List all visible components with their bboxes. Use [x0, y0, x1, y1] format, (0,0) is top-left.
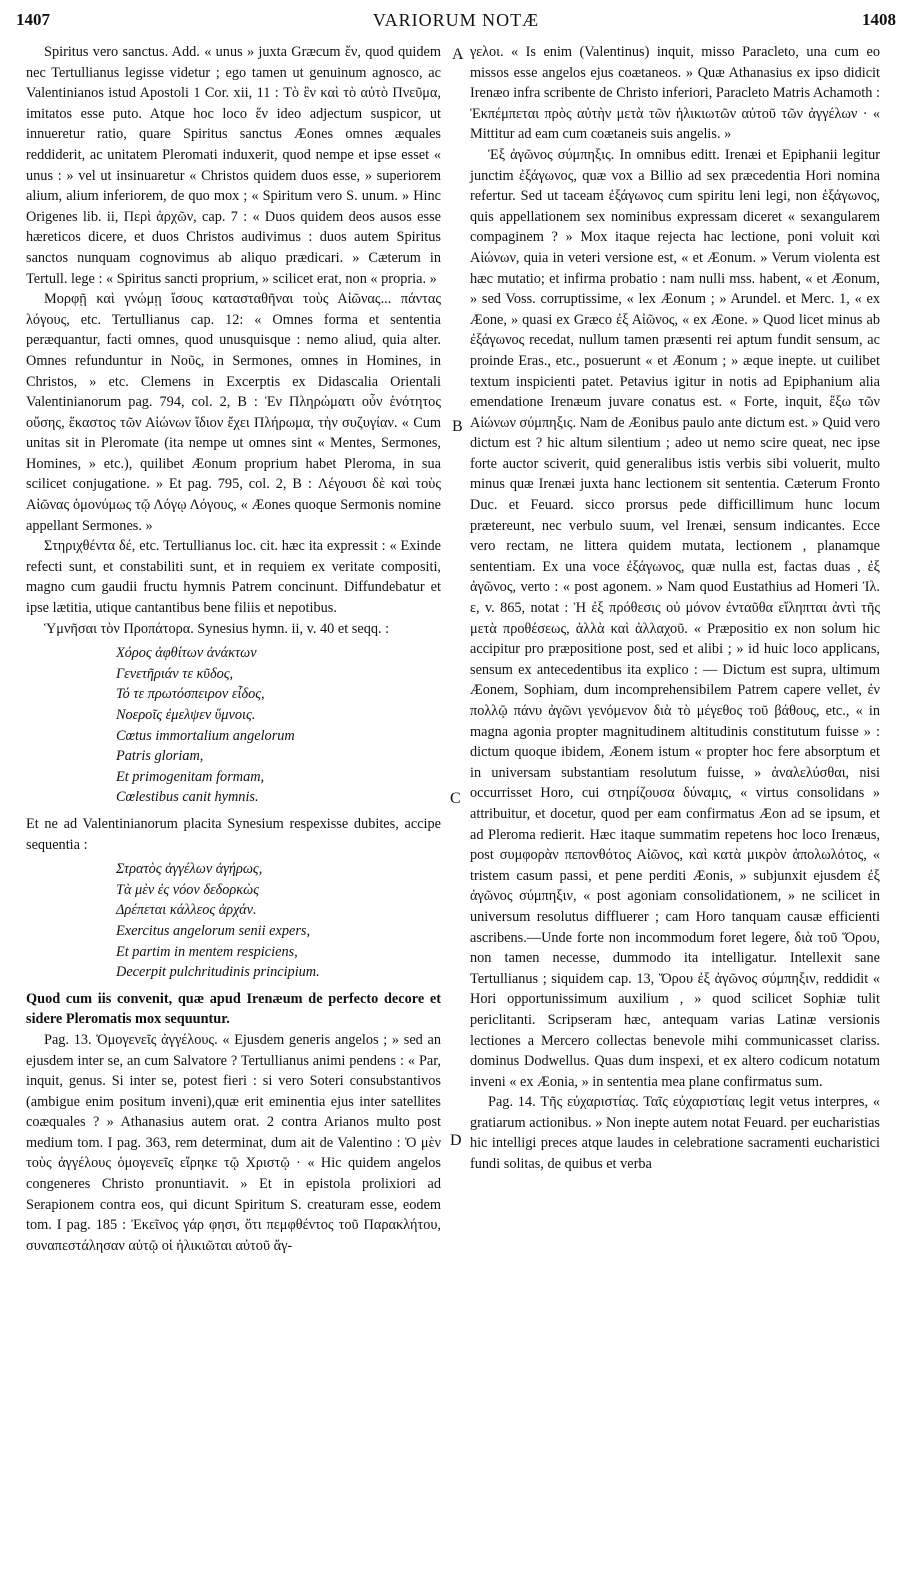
note-paragraph: Στηριχθέντα δέ, etc. Tertullianus loc. cit. hæc ita expressit : « Exinde refecti sunt, et constabiliti sunt, et in requiem ex veritate compositi, magno cum gaudii fructu hymnis Patrem concinunt. Diffundebatur et ipse lætitia, utique cantantibus bene filiis et nepotibus.	[26, 538, 441, 617]
running-title: VARIORUM NOTÆ	[372, 10, 540, 30]
note-paragraph: γελοι. « Is enim (Valentinus) inquit, misso Paracleto, una cum eo missos esse angelos ejus coætaneos. » Quæ Athanasius ex ipso didicit Irenæo infra scribente de Christo inferiori, Paracleto Matris Achamoth : Ἐκπέμπεται πρὸς αὐτὴν μετὰ τῶν ἡλικιωτῶν αὐτοῦ τῶν ἀγγέλων · « Mittitur ad eam cum coætaneis suis angelis. »	[470, 44, 880, 143]
left-column	[26, 42, 441, 1256]
verse-block	[116, 643, 441, 808]
margin-letter-d: D	[450, 1132, 462, 1149]
verse-line: Χόρος ἀφθίτων ἀνάκτων	[116, 645, 257, 662]
margin-letter-c: C	[450, 790, 461, 807]
verse-line: Exercitus angelorum senii expers,	[116, 922, 311, 939]
note-paragraph: Pag. 14. Τῆς εὐχαριστίας. Ταῖς εὐχαριστίαις legit vetus interpres, « gratiarum actionibus. » Non inepte autem notat Feuard. per eucharistias hic intelligi preces atque laudes in celebratione sacramenti eucharistici fundi solitas, de quibus et verba	[470, 1094, 880, 1173]
note-paragraph: Spiritus vero sanctus. Add. « unus » juxta Græcum ἕν, quod quidem nec Tertullianus legisse videtur ; ego tamen ut genuinum agnosco, ac Valentinianos istud Apostoli 1 Cor. xii, 11 : Τὸ ἓν καὶ τὸ αὐτὸ Πνεῦμα, imitatos esse puto. Atque hoc loco ἕν ideo adjectum suspicor, ut innueretur ratio, quare Spiritus sanctus Æones omnes æquales reddiderit, ac unitatem Pleromati induxerit, quod nempe et ipse esset « unus : » vel ut insinuaretur « Christos quidem duos esse, » superiorem alium, alium inferiorem, de quo mox ; « Spiritum vero S. unum. » Hinc Origenes lib. ii, Περὶ ἀρχῶν, cap. 7 : « Duos quidem deos ausos esse hæreticos dicere, et duos Christos audivimus : duos autem Spiritus sanctos nunquam cognovimus ab aliquo prædicari. » Cæterum in Tertull. lege : « Spiritus sancti proprium, » scilicet erat, non « propria. »	[26, 44, 441, 287]
verse-line: Δρέπεται κάλλεος ἀρχάν.	[116, 902, 257, 919]
verse-line: Τό τε πρωτόσπειρον εἶδος,	[116, 686, 265, 703]
verse-line: Et partim in mentem respiciens,	[116, 943, 298, 960]
verse-block	[116, 859, 441, 983]
verse-line: Cœtus immortalium angelorum	[116, 727, 295, 744]
note-paragraph: Pag. 13. Ὁμογενεῖς ἀγγέλους. « Ejusdem generis angelos ; » sed an ejusdem inter se, an cum Salvatore ? Tertullianus animi pendens : « Par, inquit, genus. Si inter se, potest fieri : si vero Soteri consubstantivos (ambigue enim positum inveni),quæ erit eminentia ejus inter satellites coæquales ? » Athanasius autem orat. 2 contra Arianos multo post medium tom. I pag. 363, rem determinat, dum ait de Valentino : Ὁ μὲν τοὺς ἀγγέλους ὁμογενεῖς εἴρηκε τῷ Χριστῷ · « Hic quidem angelos congeneres Christo pronuntiavit. » Et in epistola prolixiori ad Serapionem contra eos, qui dicunt Spiritum S. creaturam esse, eodem tom. I pag. 185 : Ἐκεῖνος γάρ φησι, ὅτι πεμφθέντος τοῦ Παρακλήτου, συναπεστάλησαν αὐτῷ οἱ ἡλικιῶται αὐτοῦ ἄγ-	[26, 1031, 441, 1254]
verse-line: Στρατὸς ἀγγέλων ἀγήρως,	[116, 861, 263, 878]
verse-line: Γενετῆριάν τε κῦδος,	[116, 665, 234, 682]
note-paragraph: Μορφῇ καὶ γνώμῃ ἴσους κατασταθῆναι τοὺς Αἰῶνας... πάντας λόγους, etc. Tertullianus cap. 12: « Omnes forma et sententia peræquantur, facti omnes, quod unusquisque : nemo aliud, quia alter. Omnes refunduntur in Νοῦς, in Sermones, omnes in Homines, in Christos, » etc. Clemens in Excerptis ex Didascalia Orientali Valentinianorum pag. 794, col. 2, B : Ἐν Πληρώματι οὖν ἑνότητος οὔσης, ἕκαστος τῶν Αἰώνων ἴδιον ἔχει Πλήρωμα, τὴν συζυγίαν. « Cum unitas sit in Pleromate (ita nempe ut omnes sint « Mentes, Sermones, Homines, » etc.), quilibet Æonum proprium habet Pleroma, in sua scilicet conjugatione. » Et pag. 795, col. 2, B : Λέγουσι δὲ καὶ τοὺς Αἰῶνας ὁμονύμως τῷ Λόγῳ Λόγους, « Æones quoque Sermonis nomine appellant Sermones. »	[26, 291, 441, 534]
verse-line: Patris gloriam,	[116, 748, 204, 765]
note-paragraph: Ὑμνῆσαι τὸν Προπάτορα. Synesius hymn. ii, v. 40 et seqq. :	[44, 620, 390, 637]
note-paragraph: Quod cum iis convenit, quæ apud Irenæum de perfecto decore et sidere Pleromatis mox sequuntur.	[26, 990, 441, 1028]
verse-line: Decerpit pulchritudinis principium.	[116, 964, 320, 981]
verse-line: Νοεροῖς ἐμελψεν ὕμνοις.	[116, 707, 256, 723]
verse-line: Τὰ μὲν ἐς νόον δεδορκὼς	[116, 881, 260, 898]
verse-line: Cœlestibus canit hymnis.	[116, 789, 259, 806]
margin-letter-a: A	[452, 46, 464, 63]
page-number-left: 1407	[16, 10, 50, 29]
page-number-right: 1408	[862, 10, 896, 29]
margin-letter-b: B	[452, 418, 463, 435]
right-column	[470, 42, 880, 1175]
note-paragraph: Ἐξ ἀγῶνος σύμπηξις. In omnibus editt. Irenæi et Epiphanii legitur junctim ἐξάγωνος, quæ vox a Billio ad sex præcedentia Hori nomina refertur. Sed ut taceam ἐξάγωνος cum spiritu leni legi, non ἑξάγωνος, quis appellationem sex nominibus expressam diceret « sexangularem compaginem ? » Mox itaque rejecta hac lectione, poni voluit καὶ Αἰώνων, quia in veteri versione est, « et Æonum. » Verum violenta est hæc mutatio; et infirma probatio : nam nulli mss. habent, « et Æonum, » sed Voss. corruptissime, « lex Æonum ; » Arundel. et Merc. 1, « ex Æone, » quasi ex Græco ἐξ Αἰῶνος, « ex Æone. » Quod licet minus ab ἐξάγωνος recedat, nullum tamen præsenti rei aptum fundit sensum, ac proinde Eras., etc., posuerunt « et Æonum ; » æque inepte. ut cuilibet textum inspicienti patet. Petavius igitur in notis ad Epiphanium alia emendatione Irenæum juvare conatus est. « Forte, inquit, ἔξω τῶν Αἰώνων σύμπηξις. Nam de Æonibus paulo ante dictum est. » Quid vero dictum est ? hic altum silentium ; adeo ut nemo scire queat, nec ipse forte auctor sciverit, quid generalibus istis verbis sibi voluerit, multo minus quæ Irenæi juxta hanc lectionem sit sententia. Cæterum Fronto Duc. et Feuard. sicco prorsus pede difficillimum hunc locum prætereunt, nec verbulo suum, vel Irenæi, sensum indicantes. Ecce vero rectam, ne littera quidem mutata, lectionem , planamque sententiam. Ex una voce ἐξάγωνος, quæ nulla est, factas duas , ἐξ ἀγῶνος, verto : « post agonem. » Nam quod Eustathius ad Homeri Ἰλ. ε, v. 865, notat : Ἡ ἐξ πρόθεσις οὐ μόνον ἐνταῦθα εἴληπται ἀντὶ τῆς μετὰ προθέσεως, ἀλλὰ καὶ ἀλλαχοῦ. « Præpositio ex non solum hic accipitur pro præpositione post, sed et alibi ; » id huic loco applicans, sensum ex antecedentibus ita explico : — Dictum est supra, ultimum Æonem, Sophiam, dum incomprehensibilem Patrem capere vellet, ἐν πολλῷ πάνυ ἀγῶνι γενόμενον διὰ τὸ μέγεθος τοῦ βάθους, etc., « in magna agonia propter magnitudinem altitudinis constitutum fuisse » : dictum quoque ibidem, Æonem istum « propter hoc fere absorptum et in universam substantiam resolutum fuisse, » ἀναλελύσθαι, nisi occurrisset Horo, cui στηρίζουσα δύναμις, « virtus consolidans » attribuitur, et docetur, quod per eam confirmatus Æon ad se ipsum, et ad Pleroma redierit. Hæc itaque summatim repetens hoc loco Irenæus, post συμφορὰν πεπονθότος Αἰῶνος, καὶ κατὰ μικρὸν ἀπολωλότος, « tristem casum passi, et pene perditi Æonis, » subjunxit ejusdem ἐξ ἀγῶνος σύμπηξιν, « post agoniam consolidationem, » ne scilicet in universum resolutus diffluerer ; cam Horo tanquam causæ efficienti ascribens.—Unde forte non incommodum foret legere, διὰ τοῦ Ὅρου, non tamen necesse, dummodo ita intelligatur. Intellexit sane Tertullianus ; siquidem cap. 13, Ὅρου ἐξ ἀγῶνος σύμπηξιν, reddidit « Hori opportunissimum auxilium , » quod scilicet Sophiæ tulit periclitanti. Scripseram hæc, antequam varias Latinæ versionis lectiones a Mercero collectas benevole mihi communicasset clariss. dominus Dodwellus. Quas dum inspexi, et ex altero codicum notatum inveni « ex Æonia, » in sententia mea plane confirmatus sum.	[470, 146, 880, 1090]
note-paragraph: Et ne ad Valentinianorum placita Synesium respexisse dubites, accipe sequentia :	[26, 815, 441, 853]
verse-line: Et primogenitam formam,	[116, 768, 265, 785]
page-header	[16, 10, 896, 40]
